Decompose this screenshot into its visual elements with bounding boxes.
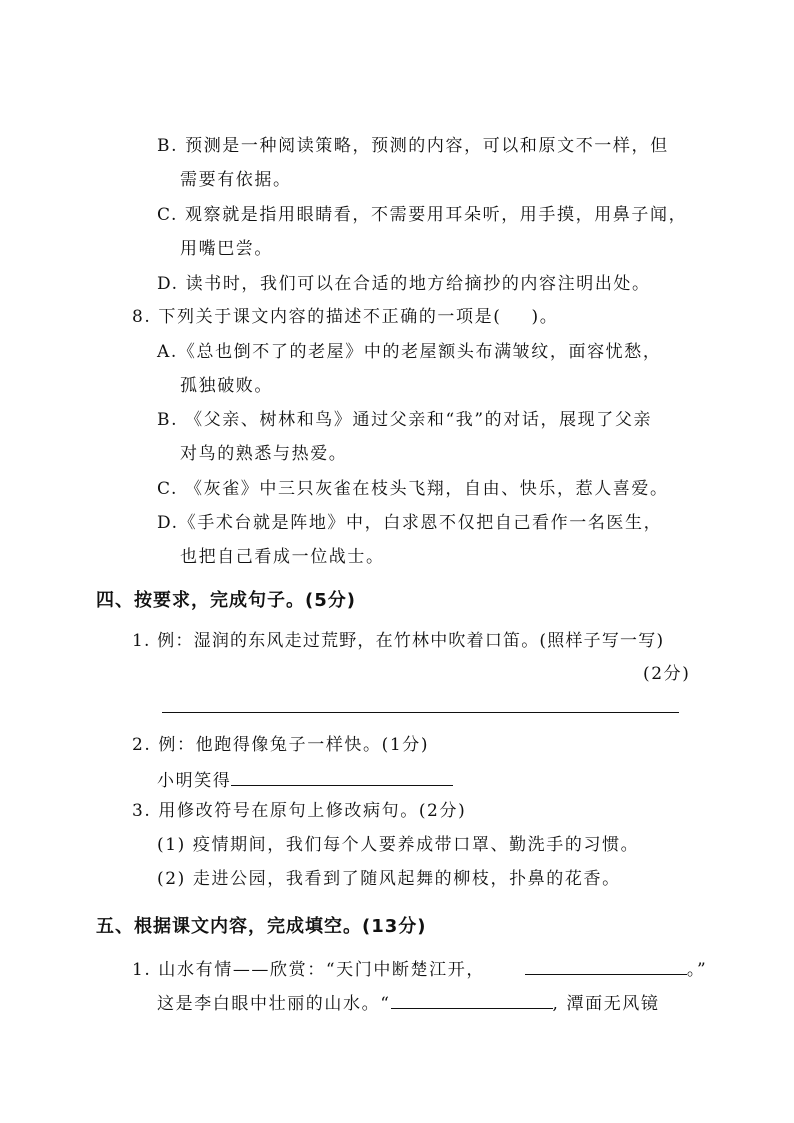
s5-q1-line2 (157, 990, 660, 1015)
q7-option-c-line1: C. 观察就是指用眼睛看，不需要用耳朵听，用手摸，用鼻子闻， (157, 205, 688, 225)
q8-stem-prefix: 8. 下列关于课文内容的描述不正确的一项是( (132, 307, 502, 327)
q8-option-a-line2: 孤独破败。 (180, 376, 273, 396)
s5-q1-blank2[interactable] (391, 990, 553, 1009)
q8-option-d-line1: D.《手术台就是阵地》中，白求恩不仅把自己看作一名医生， (157, 513, 663, 533)
s4-q3-item2: (2) 走进公园，我看到了随风起舞的柳枝，扑鼻的花香。 (157, 869, 621, 889)
s4-q2-answer-blank[interactable] (231, 767, 453, 786)
s4-q3-item1: (1) 疫情期间，我们每个人要养成带口罩、勤洗手的习惯。 (157, 835, 640, 855)
s5-q1-line2-part1: 这是李白眼中壮丽的山水。“ (157, 994, 391, 1014)
q8-option-d-line2: 也把自己看成一位战士。 (180, 547, 385, 567)
section5-heading: 五、根据课文内容，完成填空。(13分) (96, 916, 427, 937)
q8-stem-suffix: )。 (531, 307, 559, 327)
q7-option-c-line2: 用嘴巴尝。 (180, 239, 273, 259)
q8-stem (132, 306, 558, 328)
q8-option-b-line2: 对鸟的熟悉与热爱。 (180, 444, 348, 464)
s4-q2-line1: 2. 例：他跑得像兔子一样快。(1分) (132, 735, 430, 755)
s4-q3-line1: 3. 用修改符号在原句上修改病句。(2分) (132, 801, 467, 821)
q7-option-d-line1: D. 读书时，我们可以在合适的地方给摘抄的内容注明出处。 (157, 274, 651, 294)
q8-option-a-line1: A.《总也倒不了的老屋》中的老屋额头布满皱纹，面容忧愁， (157, 342, 662, 362)
s5-q1-part1: 1. 山水有情——欣赏：“天门中断楚江开， (132, 960, 485, 980)
s4-q1-answer-line[interactable] (162, 712, 679, 713)
s4-q2-answer-row (157, 767, 453, 792)
q7-option-b-line2: 需要有依据。 (180, 170, 292, 190)
q8-option-b-line1: B. 《父亲、树林和鸟》通过父亲和“我”的对话，展现了父亲 (157, 410, 653, 430)
s5-q1-part2: 。” (686, 960, 708, 980)
s5-q1-blank1[interactable] (525, 956, 687, 975)
s5-q1-line1 (132, 956, 707, 981)
q8-option-c-line1: C. 《灰雀》中三只灰雀在枝头飞翔，自由、快乐，惹人喜爱。 (157, 479, 669, 499)
q7-option-b-line1: B. 预测是一种阅读策略，预测的内容，可以和原文不一样，但 (157, 136, 669, 156)
s4-q1-score: (2分) (643, 664, 691, 684)
s5-q1-line2-part2: , 潭面无风镜 (552, 994, 660, 1014)
s4-q2-prefix: 小明笑得 (157, 771, 232, 791)
s4-q1-line1: 1. 例：湿润的东风走过荒野，在竹林中吹着口笛。(照样子写一写) (132, 631, 665, 651)
section4-heading: 四、按要求，完成句子。(5分) (96, 590, 356, 611)
